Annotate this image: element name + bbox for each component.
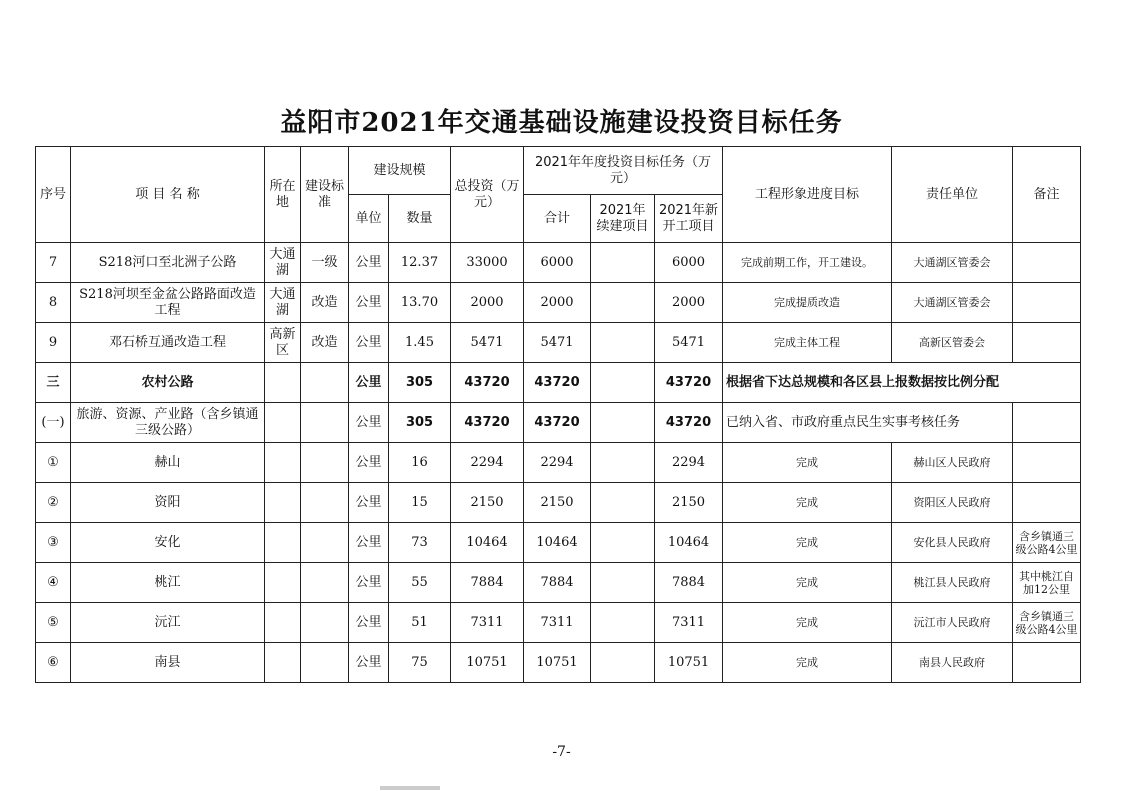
table-row [36, 283, 1081, 323]
subsection-new: 43720 [655, 403, 723, 443]
row-total: 5471 [451, 323, 524, 363]
header-target: 2021年年度投资目标任务（万元） [524, 147, 723, 195]
table-row [36, 483, 1081, 523]
row-new: 6000 [655, 243, 723, 283]
row-total: 10464 [451, 523, 524, 563]
row-quantity: 73 [389, 523, 451, 563]
subsection-name: 旅游、资源、产业路（含乡镇通三级公路） [71, 403, 265, 443]
row-responsible: 南县人民政府 [892, 643, 1013, 683]
row-seq: 8 [36, 283, 71, 323]
header-new: 2021年新开工项目 [655, 195, 723, 243]
row-unit: 公里 [349, 283, 389, 323]
row-quantity: 51 [389, 603, 451, 643]
row-continued [591, 283, 655, 323]
row-responsible: 大通湖区管委会 [892, 283, 1013, 323]
table-row [36, 323, 1081, 363]
row-name: 桃江 [71, 563, 265, 603]
row-standard: 一级 [301, 243, 349, 283]
row-new: 2150 [655, 483, 723, 523]
row-sum: 5471 [524, 323, 591, 363]
row-responsible: 赫山区人民政府 [892, 443, 1013, 483]
section-name: 农村公路 [71, 363, 265, 403]
row-sum: 2294 [524, 443, 591, 483]
subsection-quantity: 305 [389, 403, 451, 443]
row-remark [1013, 643, 1081, 683]
header-sum: 合计 [524, 195, 591, 243]
row-quantity: 75 [389, 643, 451, 683]
row-sum: 2150 [524, 483, 591, 523]
row-responsible: 资阳区人民政府 [892, 483, 1013, 523]
row-quantity: 12.37 [389, 243, 451, 283]
row-new: 2000 [655, 283, 723, 323]
row-name: 资阳 [71, 483, 265, 523]
row-progress: 完成 [723, 443, 892, 483]
investment-table [35, 146, 1081, 683]
row-quantity: 55 [389, 563, 451, 603]
row-unit: 公里 [349, 523, 389, 563]
row-new: 7311 [655, 603, 723, 643]
row-remark: 含乡镇通三级公路4公里 [1013, 603, 1081, 643]
row-location: 大通湖 [265, 243, 301, 283]
header-name: 项 目 名 称 [71, 147, 265, 243]
header-row-1 [36, 147, 1081, 195]
row-progress: 完成前期工作，开工建设。 [723, 243, 892, 283]
row-standard: 改造 [301, 323, 349, 363]
row-seq: 9 [36, 323, 71, 363]
table-row [36, 443, 1081, 483]
row-remark [1013, 483, 1081, 523]
table-row [36, 603, 1081, 643]
header-total: 总投资（万元） [451, 147, 524, 243]
row-unit: 公里 [349, 563, 389, 603]
scan-artifact [380, 786, 440, 790]
row-continued [591, 323, 655, 363]
row-responsible: 安化县人民政府 [892, 523, 1013, 563]
table-row [36, 523, 1081, 563]
header-quantity: 数量 [389, 195, 451, 243]
row-location: 大通湖 [265, 283, 301, 323]
page-number: -7- [552, 744, 571, 760]
table-row [36, 643, 1081, 683]
subsection-total: 43720 [451, 403, 524, 443]
row-new: 2294 [655, 443, 723, 483]
row-total: 2294 [451, 443, 524, 483]
row-name: 南县 [71, 643, 265, 683]
row-responsible: 桃江县人民政府 [892, 563, 1013, 603]
section-unit: 公里 [349, 363, 389, 403]
subsection-unit: 公里 [349, 403, 389, 443]
row-new: 7884 [655, 563, 723, 603]
row-responsible: 高新区管委会 [892, 323, 1013, 363]
row-remark [1013, 443, 1081, 483]
row-new: 10464 [655, 523, 723, 563]
row-remark [1013, 323, 1081, 363]
row-progress: 完成 [723, 483, 892, 523]
row-sum: 10751 [524, 643, 591, 683]
row-unit: 公里 [349, 443, 389, 483]
row-sum: 10464 [524, 523, 591, 563]
row-quantity: 15 [389, 483, 451, 523]
row-progress: 完成 [723, 603, 892, 643]
row-standard: 改造 [301, 283, 349, 323]
row-seq: 7 [36, 243, 71, 283]
row-sum: 7311 [524, 603, 591, 643]
row-seq: ③ [36, 523, 71, 563]
row-name: 赫山 [71, 443, 265, 483]
header-unit: 单位 [349, 195, 389, 243]
section-new: 43720 [655, 363, 723, 403]
row-progress: 完成 [723, 643, 892, 683]
section-total: 43720 [451, 363, 524, 403]
row-continued [591, 243, 655, 283]
row-quantity: 13.70 [389, 283, 451, 323]
row-sum: 7884 [524, 563, 591, 603]
section-note: 根据省下达总规模和各区县上报数据按比例分配 [723, 363, 1081, 403]
header-seq: 序号 [36, 147, 71, 243]
row-seq: ⑥ [36, 643, 71, 683]
section-row [36, 363, 1081, 403]
section-sum: 43720 [524, 363, 591, 403]
header-scale: 建设规模 [349, 147, 451, 195]
row-unit: 公里 [349, 603, 389, 643]
row-sum: 2000 [524, 283, 591, 323]
row-remark: 含乡镇通三级公路4公里 [1013, 523, 1081, 563]
row-total: 10751 [451, 643, 524, 683]
row-remark [1013, 243, 1081, 283]
row-seq: ① [36, 443, 71, 483]
row-sum: 6000 [524, 243, 591, 283]
section-seq: 三 [36, 363, 71, 403]
subsection-seq: (一) [36, 403, 71, 443]
row-name: S218河口至北洲子公路 [71, 243, 265, 283]
row-new: 5471 [655, 323, 723, 363]
header-remark: 备注 [1013, 147, 1081, 243]
header-continued: 2021年续建项目 [591, 195, 655, 243]
subsection-row [36, 403, 1081, 443]
row-total: 2150 [451, 483, 524, 523]
row-progress: 完成 [723, 523, 892, 563]
row-seq: ④ [36, 563, 71, 603]
subsection-note: 已纳入省、市政府重点民生实事考核任务 [723, 403, 1013, 443]
header-progress: 工程形象进度目标 [723, 147, 892, 243]
header-responsible: 责任单位 [892, 147, 1013, 243]
row-unit: 公里 [349, 323, 389, 363]
row-progress: 完成主体工程 [723, 323, 892, 363]
row-name: 安化 [71, 523, 265, 563]
row-remark [1013, 283, 1081, 323]
row-unit: 公里 [349, 483, 389, 523]
row-total: 7884 [451, 563, 524, 603]
header-location: 所在地 [265, 147, 301, 243]
row-responsible: 大通湖区管委会 [892, 243, 1013, 283]
row-progress: 完成提质改造 [723, 283, 892, 323]
row-unit: 公里 [349, 643, 389, 683]
subsection-sum: 43720 [524, 403, 591, 443]
table-row [36, 243, 1081, 283]
row-seq: ② [36, 483, 71, 523]
row-quantity: 1.45 [389, 323, 451, 363]
row-seq: ⑤ [36, 603, 71, 643]
row-unit: 公里 [349, 243, 389, 283]
row-quantity: 16 [389, 443, 451, 483]
row-name: 邓石桥互通改造工程 [71, 323, 265, 363]
row-location: 高新区 [265, 323, 301, 363]
row-remark: 其中桃江自加12公里 [1013, 563, 1081, 603]
page-title: 益阳市2021年交通基础设施建设投资目标任务 [280, 108, 843, 138]
table-row [36, 563, 1081, 603]
section-quantity: 305 [389, 363, 451, 403]
row-responsible: 沅江市人民政府 [892, 603, 1013, 643]
row-progress: 完成 [723, 563, 892, 603]
row-total: 7311 [451, 603, 524, 643]
row-total: 33000 [451, 243, 524, 283]
row-name: S218河坝至金盆公路路面改造工程 [71, 283, 265, 323]
row-new: 10751 [655, 643, 723, 683]
header-standard: 建设标准 [301, 147, 349, 243]
row-total: 2000 [451, 283, 524, 323]
row-name: 沅江 [71, 603, 265, 643]
